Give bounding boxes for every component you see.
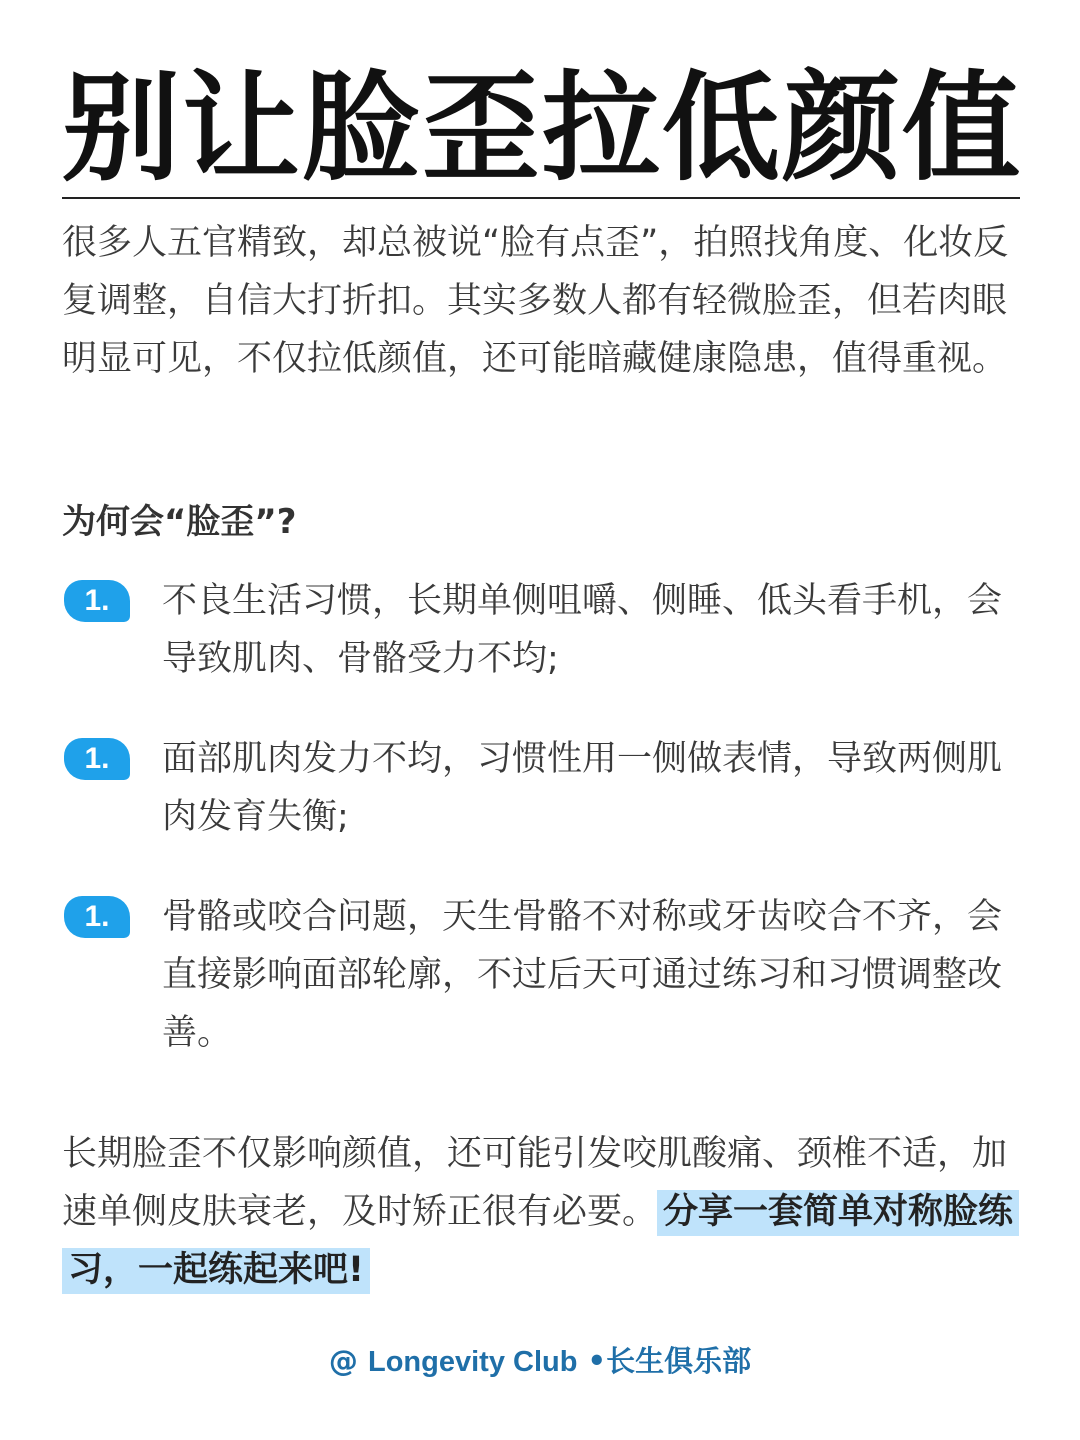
number-badge: 1. bbox=[64, 738, 130, 780]
footer-credit bbox=[0, 1338, 1080, 1385]
brand-name-cn: 长生俱乐部 bbox=[606, 1344, 752, 1378]
reason-text: 面部肌肉发力不均，习惯性用一侧做表情，导致两侧肌肉发育失衡; bbox=[162, 739, 1003, 837]
highlight-callout: 分享一套简单对称脸练习，一起练起来吧! bbox=[62, 1190, 1019, 1294]
separator-dot: • bbox=[587, 1344, 607, 1378]
brand-name-en: Longevity Club bbox=[367, 1346, 578, 1378]
at-sign: @ bbox=[328, 1344, 358, 1378]
intro-paragraph: 很多人五官精致，却总被说“脸有点歪”，拍照找角度、化妆反复调整，自信大打折扣。其实多数人都有轻微脸歪，但若肉眼明显可见，不仅拉低颜值，还可能暗藏健康隐患，值得重视。 bbox=[62, 223, 1009, 379]
closing-paragraph bbox=[62, 1125, 1028, 1299]
reason-text: 骨骼或咬合问题，天生骨骼不对称或牙齿咬合不齐，会直接影响面部轮廓，不过后天可通过练习和习惯调整改善。 bbox=[162, 897, 1003, 1053]
number-badge: 1. bbox=[64, 896, 130, 938]
page-title: 别让脸歪拉低颜值 bbox=[62, 59, 1023, 197]
closing-text: 长期脸歪不仅影响颜值，还可能引发咬肌酸痛、颈椎不适，加速单侧皮肤衰老，及时矫正很有必要。 bbox=[62, 1134, 1008, 1232]
number-badge: 1. bbox=[64, 580, 130, 622]
section-heading: 为何会“脸歪”? bbox=[62, 502, 297, 542]
title-divider bbox=[62, 197, 1020, 199]
reason-text: 不良生活习惯，长期单侧咀嚼、侧睡、低头看手机，会导致肌肉、骨骼受力不均; bbox=[162, 581, 1003, 679]
